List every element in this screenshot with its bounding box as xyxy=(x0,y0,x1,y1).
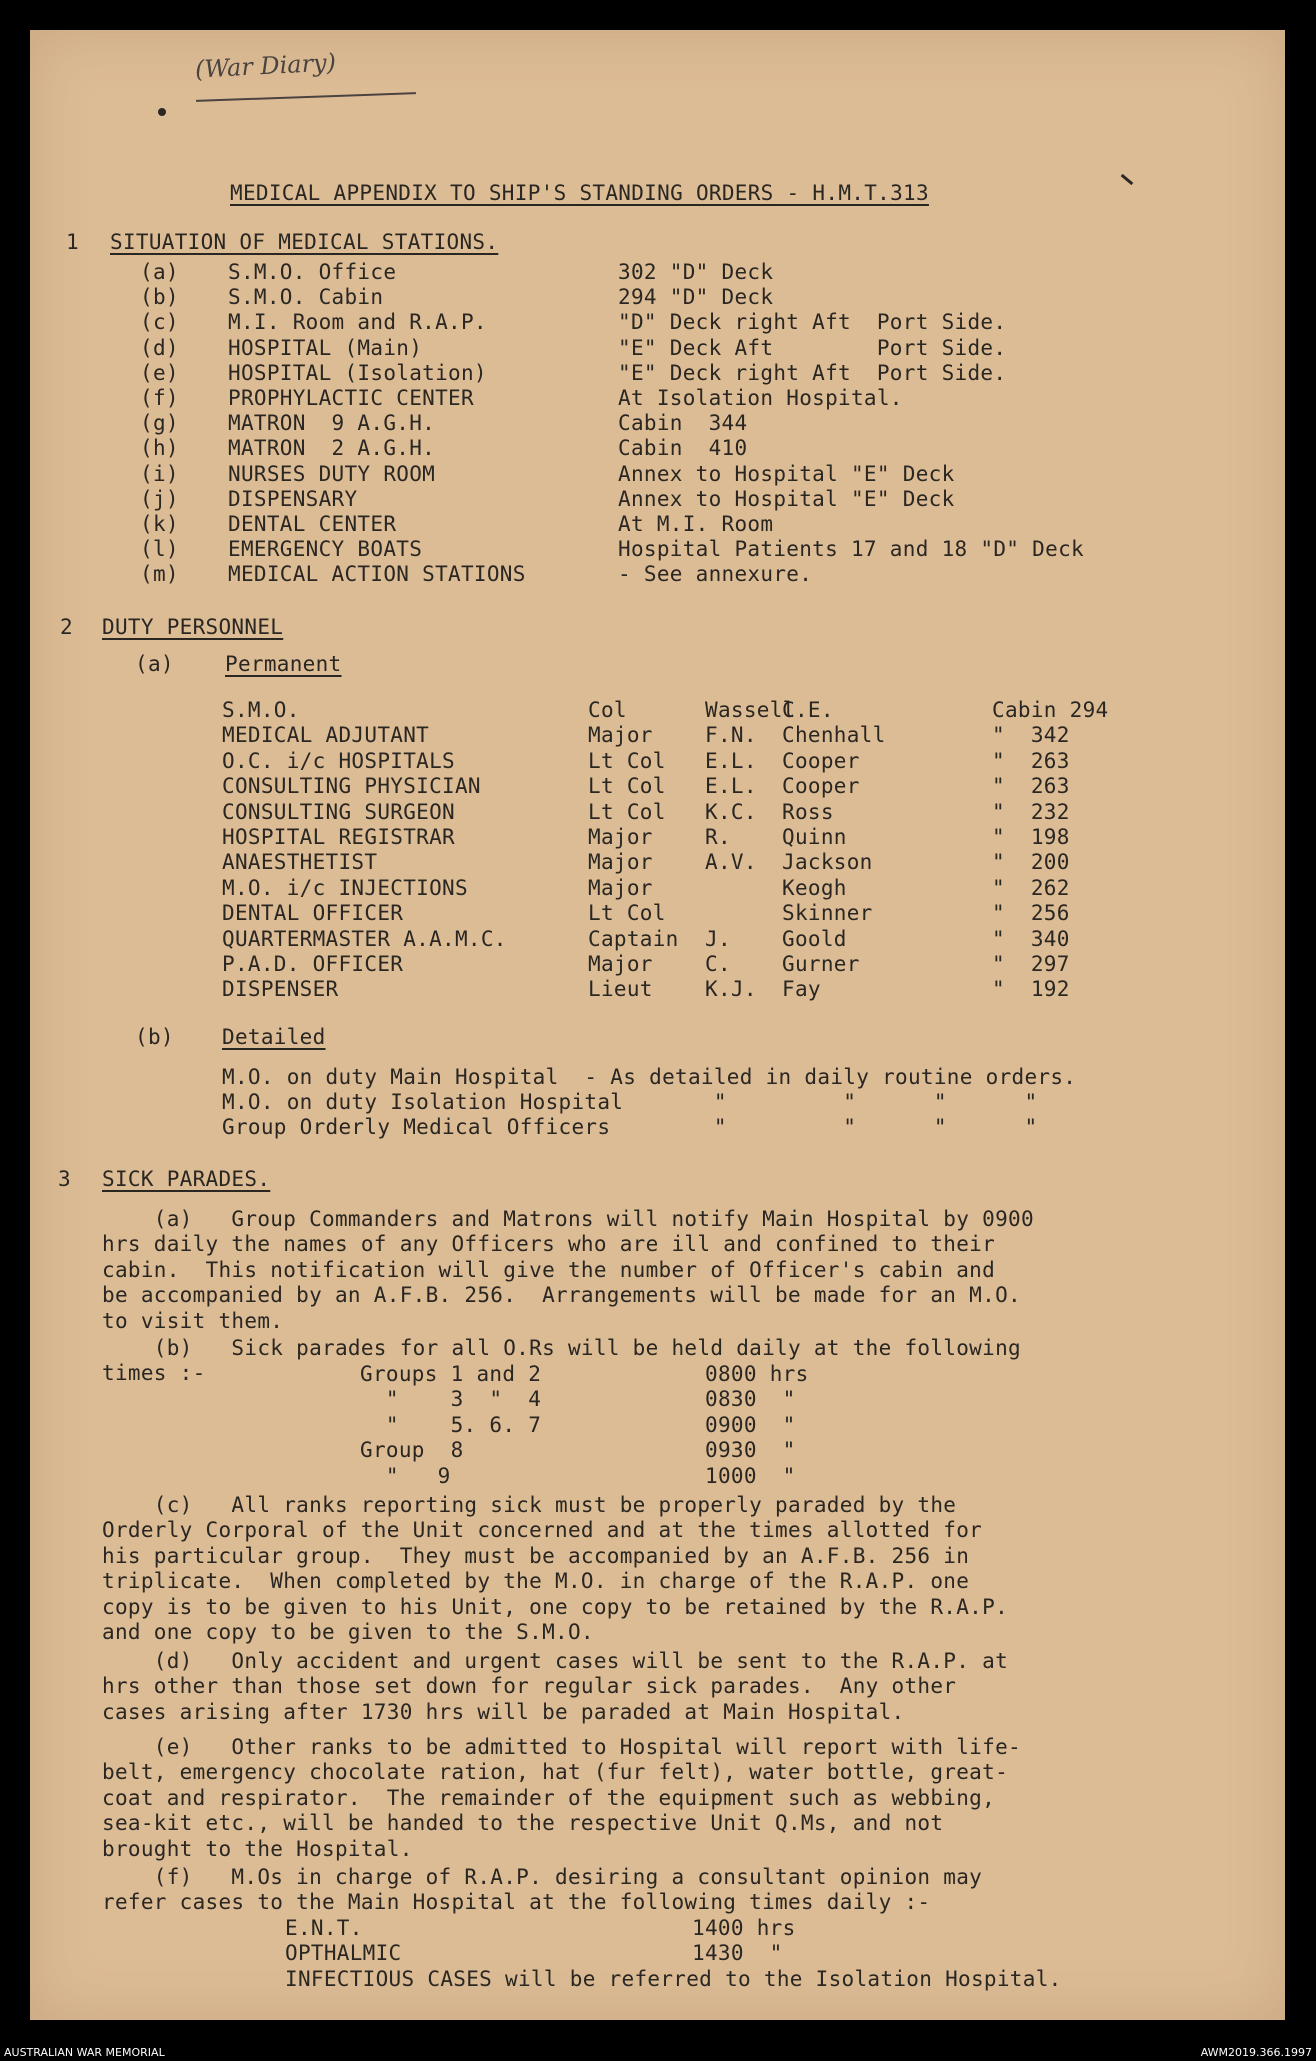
detailed-line: M.O. on duty Isolation Hospital " " " " xyxy=(222,1090,1038,1114)
paragraph-line: copy is to be given to his Unit, one copy to be retained by the R.A.P. xyxy=(102,1594,1009,1619)
station-name: MATRON 2 A.G.H. xyxy=(228,436,436,461)
personnel-name: Goold xyxy=(782,926,847,951)
paragraph-line: (f) M.Os in charge of R.A.P. desiring a consultant opinion may xyxy=(102,1865,983,1889)
paragraph-line: be accompanied by an A.F.B. 256. Arrangements will be made for an M.O. xyxy=(102,1283,1021,1308)
personnel-rank: Lt Col xyxy=(588,748,666,773)
handwritten-annotation: (War Diary) xyxy=(194,48,337,84)
consult-time: 1430 " xyxy=(692,1941,783,1966)
station-location: Annex to Hospital "E" Deck xyxy=(618,486,955,511)
station-location: Cabin 344 xyxy=(618,411,748,436)
personnel-rank: Lt Col xyxy=(588,901,666,926)
personnel-rank: Lt Col xyxy=(588,799,666,824)
parade-group: " 9 xyxy=(360,1463,451,1488)
personnel-initials: J. xyxy=(705,926,731,951)
personnel-role: DISPENSER xyxy=(222,977,339,1002)
station-name: HOSPITAL (Main) xyxy=(228,335,423,360)
subsection-letter: (b) xyxy=(135,1025,174,1049)
station-location: At M.I. Room xyxy=(618,512,774,536)
station-location: Cabin 410 xyxy=(618,436,748,461)
paragraph-line: his particular group. They must be accompanied by an A.F.B. 256 in xyxy=(102,1543,970,1568)
consult-name: E.N.T. xyxy=(285,1916,363,1940)
paragraph-line: Orderly Corporal of the Unit concerned and at the times allotted for xyxy=(102,1518,983,1543)
section-heading: SICK PARADES. xyxy=(102,1167,271,1191)
personnel-role: S.M.O. xyxy=(222,698,300,722)
parade-group: " 5. 6. 7 xyxy=(360,1412,542,1437)
parade-time: 1000 " xyxy=(705,1463,796,1488)
station-name: DENTAL CENTER xyxy=(228,512,397,536)
personnel-initials: R. xyxy=(705,825,731,849)
personnel-initials: C. xyxy=(705,952,731,976)
paragraph-line: hrs other than those set down for regular sick parades. Any other xyxy=(102,1674,957,1699)
station-name: S.M.O. Cabin xyxy=(228,285,384,310)
personnel-initials: Wassell xyxy=(705,698,796,722)
station-letter: (k) xyxy=(140,512,179,536)
paragraph-line: brought to the Hospital. xyxy=(102,1836,413,1861)
personnel-cabin: " 256 xyxy=(992,901,1070,926)
paragraph-line: times :- xyxy=(102,1361,206,1386)
personnel-rank: Major xyxy=(588,723,653,748)
personnel-rank: Col xyxy=(588,698,627,722)
personnel-cabin: " 198 xyxy=(992,825,1070,849)
station-name: MATRON 9 A.G.H. xyxy=(228,411,436,436)
station-letter: (m) xyxy=(140,562,179,587)
section-heading: SITUATION OF MEDICAL STATIONS. xyxy=(110,230,499,254)
section-number: 2 xyxy=(60,615,73,639)
section-number: 1 xyxy=(66,230,79,254)
detailed-line: M.O. on duty Main Hospital - As detailed in daily routine orders. xyxy=(222,1065,1077,1089)
paragraph-line: cabin. This notification will give the number of Officer's cabin and xyxy=(102,1257,996,1282)
section-number: 3 xyxy=(58,1167,71,1191)
station-name: EMERGENCY BOATS xyxy=(228,537,423,562)
personnel-cabin: " 200 xyxy=(992,850,1070,875)
station-name: S.M.O. Office xyxy=(228,260,397,284)
personnel-initials: E.L. xyxy=(705,748,757,773)
personnel-cabin: " 192 xyxy=(992,977,1070,1002)
personnel-cabin: " 262 xyxy=(992,875,1070,900)
personnel-cabin: " 297 xyxy=(992,952,1070,976)
paragraph-line: (d) Only accident and urgent cases will be sent to the R.A.P. at xyxy=(102,1649,1009,1673)
personnel-cabin: " 340 xyxy=(992,926,1070,951)
personnel-cabin: Cabin 294 xyxy=(992,698,1109,722)
personnel-initials: K.C. xyxy=(705,799,757,824)
detailed-line: Group Orderly Medical Officers " " " " xyxy=(222,1115,1038,1139)
personnel-name: Skinner xyxy=(782,901,873,926)
station-name: PROPHYLACTIC CENTER xyxy=(228,386,474,410)
personnel-role: CONSULTING SURGEON xyxy=(222,799,455,824)
personnel-cabin: " 232 xyxy=(992,799,1070,824)
station-letter: (e) xyxy=(140,360,179,385)
personnel-role: O.C. i/c HOSPITALS xyxy=(222,748,455,773)
personnel-role: ANAESTHETIST xyxy=(222,850,378,875)
station-name: M.I. Room and R.A.P. xyxy=(228,310,487,335)
parade-group: Group 8 xyxy=(360,1438,464,1463)
station-letter: (b) xyxy=(140,285,179,310)
personnel-initials: A.V. xyxy=(705,850,757,875)
paragraph-line: triplicate. When completed by the M.O. in charge of the R.A.P. one xyxy=(102,1569,970,1594)
personnel-role: MEDICAL ADJUTANT xyxy=(222,723,430,748)
personnel-name: Chenhall xyxy=(782,723,886,748)
personnel-role: HOSPITAL REGISTRAR xyxy=(222,825,455,849)
station-letter: (c) xyxy=(140,310,179,335)
station-letter: (d) xyxy=(140,335,179,360)
station-name: DISPENSARY xyxy=(228,486,358,511)
station-location: - See annexure. xyxy=(618,562,813,587)
paragraph-line: (a) Group Commanders and Matrons will notify Main Hospital by 0900 xyxy=(102,1207,1034,1231)
station-letter: (h) xyxy=(140,436,179,461)
personnel-initials: E.L. xyxy=(705,774,757,799)
paragraph-line: and one copy to be given to the S.M.O. xyxy=(102,1620,594,1644)
personnel-name: Quinn xyxy=(782,825,847,849)
station-letter: (g) xyxy=(140,411,179,436)
subsection-letter: (a) xyxy=(135,652,174,676)
station-letter: (f) xyxy=(140,386,179,410)
footer-accession: AWM2019.366.1997 xyxy=(1200,2046,1312,2059)
parade-time: 0930 " xyxy=(705,1438,796,1463)
paragraph-line: (e) Other ranks to be admitted to Hospital will report with life- xyxy=(102,1735,1021,1759)
personnel-rank: Lt Col xyxy=(588,774,666,799)
station-name: NURSES DUTY ROOM xyxy=(228,461,436,486)
personnel-name: Cooper xyxy=(782,748,860,773)
parade-time: 0900 " xyxy=(705,1412,796,1437)
station-location: Annex to Hospital "E" Deck xyxy=(618,461,955,486)
paragraph-line: belt, emergency chocolate ration, hat (fur felt), water bottle, great- xyxy=(102,1760,1009,1785)
personnel-rank: Major xyxy=(588,952,653,976)
personnel-role: QUARTERMASTER A.A.M.C. xyxy=(222,926,507,951)
parade-time: 0800 hrs xyxy=(705,1362,809,1386)
paragraph-line: (c) All ranks reporting sick must be properly paraded by the xyxy=(102,1493,957,1517)
paragraph-line: coat and respirator. The remainder of the equipment such as webbing, xyxy=(102,1785,996,1810)
paragraph-line: cases arising after 1730 hrs will be paraded at Main Hospital. xyxy=(102,1699,905,1724)
personnel-cabin: " 342 xyxy=(992,723,1070,748)
station-letter: (j) xyxy=(140,486,179,511)
subsection-label: Permanent xyxy=(225,652,342,676)
paragraph-line: sea-kit etc., will be handed to the respective Unit Q.Ms, and not xyxy=(102,1811,944,1836)
page-title: MEDICAL APPENDIX TO SHIP'S STANDING ORDERS - H.M.T.313 xyxy=(230,181,929,205)
paragraph-line: (b) Sick parades for all O.Rs will be held daily at the following xyxy=(102,1336,1021,1360)
personnel-name: Ross xyxy=(782,799,834,824)
station-letter: (a) xyxy=(140,260,179,284)
personnel-name: C.E. xyxy=(782,698,834,722)
personnel-rank: Lieut xyxy=(588,977,653,1002)
station-location: "E" Deck Aft Port Side. xyxy=(618,335,1007,360)
station-location: At Isolation Hospital. xyxy=(618,386,903,410)
personnel-initials: F.N. xyxy=(705,723,757,748)
personnel-name: Jackson xyxy=(782,850,873,875)
station-name: HOSPITAL (Isolation) xyxy=(228,360,487,385)
paragraph-line: INFECTIOUS CASES will be referred to the Isolation Hospital. xyxy=(285,1967,1062,1991)
personnel-name: Keogh xyxy=(782,875,847,900)
personnel-role: DENTAL OFFICER xyxy=(222,901,404,926)
personnel-role: P.A.D. OFFICER xyxy=(222,952,404,976)
consult-name: OPTHALMIC xyxy=(285,1941,402,1966)
personnel-name: Cooper xyxy=(782,774,860,799)
personnel-rank: Major xyxy=(588,825,653,849)
personnel-rank: Major xyxy=(588,850,653,875)
personnel-role: M.O. i/c INJECTIONS xyxy=(222,875,468,900)
personnel-initials: K.J. xyxy=(705,977,757,1002)
subsection-label: Detailed xyxy=(222,1025,326,1049)
paragraph-line: hrs daily the names of any Officers who are ill and confined to their xyxy=(102,1232,996,1257)
station-location: 302 "D" Deck xyxy=(618,260,774,284)
footer-source: AUSTRALIAN WAR MEMORIAL xyxy=(4,2046,165,2059)
station-location: "D" Deck right Aft Port Side. xyxy=(618,310,1007,335)
section-heading: DUTY PERSONNEL xyxy=(102,615,284,639)
parade-group: " 3 " 4 xyxy=(360,1387,542,1412)
station-name: MEDICAL ACTION STATIONS xyxy=(228,562,526,587)
personnel-name: Gurner xyxy=(782,952,860,976)
station-location: 294 "D" Deck xyxy=(618,285,774,310)
parade-time: 0830 " xyxy=(705,1387,796,1412)
station-location: Hospital Patients 17 and 18 "D" Deck xyxy=(618,537,1084,562)
paragraph-line: refer cases to the Main Hospital at the following times daily :- xyxy=(102,1890,931,1915)
station-letter: (i) xyxy=(140,461,179,486)
ink-mark xyxy=(158,108,166,116)
personnel-cabin: " 263 xyxy=(992,774,1070,799)
personnel-rank: Captain xyxy=(588,926,679,951)
consult-time: 1400 hrs xyxy=(692,1916,796,1940)
personnel-name: Fay xyxy=(782,977,821,1002)
station-letter: (l) xyxy=(140,537,179,562)
personnel-rank: Major xyxy=(588,875,653,900)
paragraph-line: to visit them. xyxy=(102,1308,284,1333)
station-location: "E" Deck right Aft Port Side. xyxy=(618,360,1007,385)
personnel-role: CONSULTING PHYSICIAN xyxy=(222,774,481,799)
parade-group: Groups 1 and 2 xyxy=(360,1362,542,1386)
personnel-cabin: " 263 xyxy=(992,748,1070,773)
